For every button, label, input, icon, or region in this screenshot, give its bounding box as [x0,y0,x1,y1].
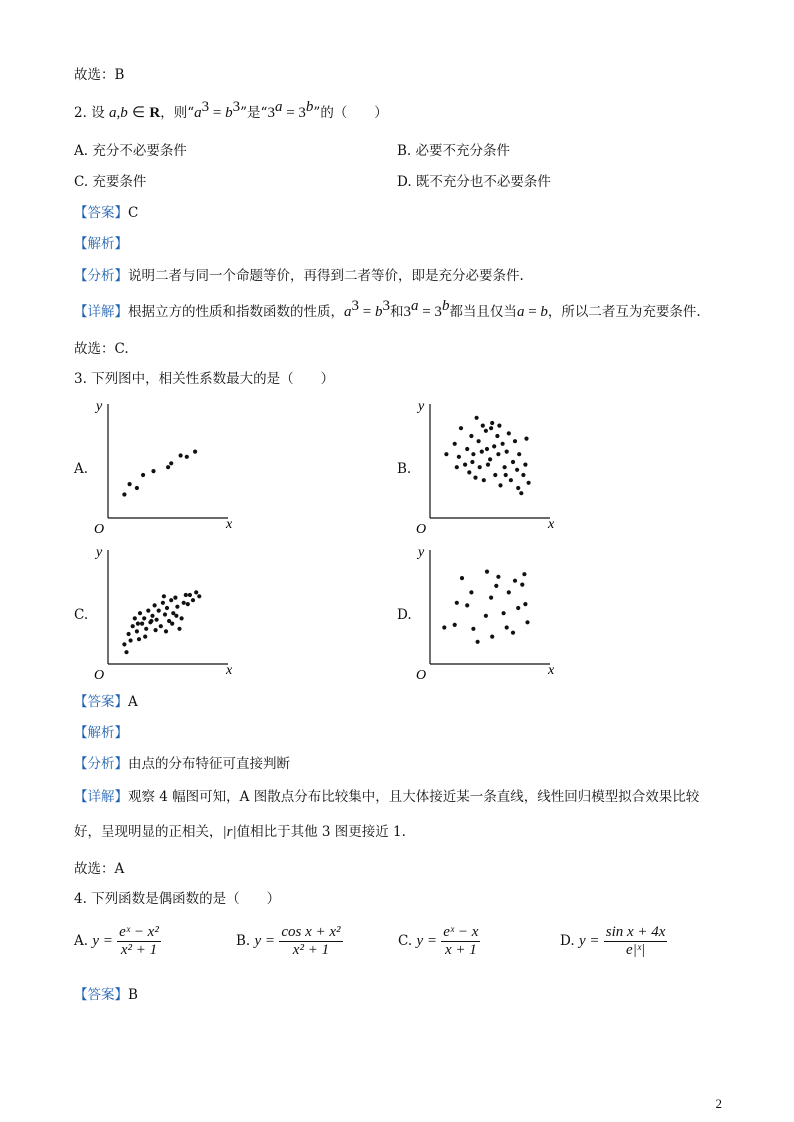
scatter-point [455,601,459,605]
scatter-point [513,439,517,443]
q2-is: 是 [247,105,261,121]
scatter-point [484,429,488,433]
scatter-point [197,594,201,598]
scatter-point [135,486,139,490]
q2-comma: ，则 [160,105,188,121]
q4-y-b: y = [254,933,276,949]
scatter-svg-b [412,398,555,537]
q3-fenxi [74,755,290,773]
q4-den-a: x² + 1 [120,942,158,958]
xiangjie-tag: 【详解】 [74,789,128,805]
scatter-point [469,590,473,594]
q4-label-d: D. [560,933,575,949]
scatter-point [465,447,469,451]
scatter-point [460,576,464,580]
scatter-point [471,452,475,456]
scatter-point [459,426,463,430]
scatter-point [143,635,147,639]
scatter-point [188,593,192,597]
q4-label-b: B. [236,933,251,949]
answer-tag: 【答案】 [74,205,128,221]
scatter-point [496,452,500,456]
scatter-point [490,421,494,425]
y-axis-label: y [418,399,425,414]
scatter-point [186,602,190,606]
origin-label: O [416,668,427,683]
q3-xiangjie-text-1: 观察 4 幅图可知，A 图散点分布比较集中，且大体接近某一条直线，线性回归模型拟合效果比较 [128,789,700,805]
q2-stem-a: 设 [91,105,105,121]
q4-option-a[interactable] [74,924,161,959]
q3-xiangjie-text-2a: 好，呈现明显的正相关， [74,824,223,840]
scatter-point [481,424,485,428]
scatter-point [470,460,474,464]
q2-xiangjie-d: ，所以二者互为充要条件. [547,304,701,320]
scatter-point [154,628,158,632]
scatter-point [504,473,508,477]
scatter-svg-c [90,544,233,683]
q2-fenxi-text: 说明二者与同一个命题等价，再得到二者等价，即是充分必要条件. [128,268,524,284]
q3-analysis [74,724,128,742]
scatter-point [162,594,166,598]
scatter-point [516,486,520,490]
scatter-point [137,637,141,641]
x-axis-label: x [548,517,555,532]
scatter-point [146,609,150,613]
scatter-point [122,642,126,646]
scatter-point [515,468,519,472]
q2-R: R [149,105,161,121]
scatter-point [505,625,509,629]
scatter-point [497,424,501,428]
q4-y-d: y = [578,933,600,949]
prev-choice: 故选：B [74,67,125,83]
q4-num-c: eˣ − x [443,924,479,940]
scatter-point [180,616,184,620]
scatter-point [191,598,195,602]
scatter-point [507,590,511,594]
scatter-point [521,473,525,477]
scatter-point [444,452,448,456]
scatter-point [492,444,496,448]
y-axis-label: y [96,545,103,560]
scatter-point [164,629,168,633]
q4-option-d[interactable] [560,924,667,959]
q2-eq2-ea: a [274,99,283,115]
q2-tail: 的（ ） [320,105,388,121]
q4-frac-d [604,924,668,959]
scatter-point [141,473,145,477]
q3-stem: 3. 下列图中，相关性系数最大的是（ ） [74,371,335,387]
q2-number: 2. [74,105,87,121]
q2-eq1-a: a [194,105,202,121]
scatter-point [494,584,498,588]
scatter-point [179,453,183,457]
q2-fenxi [74,267,524,285]
scatter-point [453,623,457,627]
scatter-point [185,455,189,459]
scatter-point [163,612,167,616]
scatter-point [488,457,492,461]
scatter-point [484,614,488,618]
q3-answer-value: A [128,694,138,710]
scatter-point [465,603,469,607]
analysis-tag: 【解析】 [74,236,128,252]
fenxi-tag: 【分析】 [74,756,128,772]
scatter-point [184,593,188,597]
scatter-point [161,601,165,605]
scatter-point [150,614,154,618]
q3-r-symbol: |r| [222,824,237,840]
q2-eq2-eb: b [305,99,314,115]
scatter-plot-d [412,544,555,684]
scatter-point [157,609,161,613]
q3-label-d[interactable]: D. [397,607,412,623]
scatter-point [193,450,197,454]
scatter-point [493,473,497,477]
xiangjie-tag: 【详解】 [74,304,128,320]
scatter-point [516,606,520,610]
scatter-svg-d [412,544,555,683]
scatter-point [136,622,140,626]
q2-eq2-base: 3 [267,105,275,121]
q4-label-a: A. [74,933,89,949]
q2-stem: 2. 设 a,b ∈ R，则“$a^3 = b^3$”是“$3^a = 3^b$”的（ ） [74,99,388,121]
q4-frac-c [441,924,480,959]
scatter-point [489,426,493,430]
scatter-point [170,622,174,626]
scatter-point [138,611,142,615]
q2-answer [74,204,138,222]
scatter-point [522,572,526,576]
scatter-point [182,601,186,605]
q2-exp-a: 3 [201,99,210,115]
scatter-point [498,483,502,487]
q3-xiangjie-2 [74,823,406,841]
q4-answer [74,986,138,1004]
q4-stem: 4. 下列函数是偶函数的是（ ） [74,891,281,907]
q4-num-a: eˣ − x² [119,924,159,940]
answer-tag: 【答案】 [74,987,128,1003]
q4-den-d: e|ˣ| [626,942,646,958]
scatter-point [144,627,148,631]
x-axis-label: x [548,663,555,678]
scatter-point [175,605,179,609]
x-axis-label: x [226,517,233,532]
scatter-point [477,439,481,443]
q2-lq1: “ [187,105,195,121]
q4-y-c: y = [416,933,437,949]
analysis-tag: 【解析】 [74,725,128,741]
scatter-point [527,481,531,485]
scatter-point [480,450,484,454]
scatter-point [194,590,198,594]
fenxi-tag: 【分析】 [74,268,128,284]
scatter-point [513,579,517,583]
scatter-plot-c [90,544,233,684]
scatter-point [486,463,490,467]
scatter-point [520,583,524,587]
scatter-point [124,650,128,654]
scatter-point [142,616,146,620]
origin-label: O [416,522,427,537]
scatter-point [149,619,153,623]
scatter-point [166,465,170,469]
scatter-point [457,455,461,459]
q4-y-a: y = [92,933,113,949]
q2-analysis [74,235,128,253]
q3-xiangjie-1 [74,788,699,806]
q2-rq1: ” [240,105,248,121]
q4-option-b[interactable] [236,924,343,959]
y-axis-label: y [96,399,103,414]
scatter-point [502,611,506,615]
scatter-point [127,632,131,636]
scatter-point [177,627,181,631]
q2-xiangjie-b: 和 [389,304,404,320]
scatter-point [485,570,489,574]
scatter-point [495,434,499,438]
scatter-point [473,476,477,480]
q2-choice: 故选：C. [74,341,129,357]
scatter-point [135,629,139,633]
scatter-point [169,461,173,465]
scatter-point [467,470,471,474]
scatter-point [503,465,507,469]
q2-option-b[interactable]: B. 必要不充分条件 [397,143,511,159]
q2-xiangjie: 【详解】根据立方的性质和指数函数的性质，$a^3 = b^3$和$3^a = 3^b$都当且仅当a = b，所以二者互为充要条件. [74,298,701,320]
q2-option-a[interactable]: A. 充分不必要条件 [74,143,187,159]
answer-tag: 【答案】 [74,694,128,710]
scatter-point [471,627,475,631]
q2-rq2: ” [313,105,321,121]
q4-den-c: x + 1 [444,942,477,958]
scatter-plot-b [412,398,555,538]
scatter-point [442,625,446,629]
scatter-point [482,478,486,482]
scatter-point [511,460,515,464]
origin-label: O [94,668,105,683]
scatter-point [511,631,515,635]
scatter-point [131,624,135,628]
scatter-point [169,598,173,602]
q3-label-a[interactable]: A. [74,461,89,477]
q3-answer [74,693,138,711]
q2-exp-b: 3 [232,99,241,115]
q4-num-d: sin x + 4x [605,924,666,940]
scatter-point [523,463,527,467]
q2-option-c[interactable]: C. 充要条件 [74,174,147,190]
q3-xiangjie-text-2b: 值相比于其他 3 图更接近 1. [236,824,406,840]
scatter-point [122,492,126,496]
scatter-point [128,482,132,486]
scatter-point [453,442,457,446]
scatter-point [496,575,500,579]
scatter-point [501,442,505,446]
scatter-point [485,447,489,451]
x-axis-label: x [226,663,233,678]
q4-frac-b [279,924,342,959]
scatter-point [133,616,137,620]
q2-in: ∈ [132,105,146,121]
q4-num-b: cos x + x² [281,924,341,940]
q2-eq1-b: b [225,105,233,121]
scatter-point [490,635,494,639]
scatter-point [165,606,169,610]
scatter-point [129,638,133,642]
scatter-point [174,614,178,618]
q2-lq2: “ [260,105,268,121]
scatter-point [524,437,528,441]
q4-option-c[interactable] [398,924,480,959]
q4-label-c: C. [398,933,413,949]
q2-answer-value: C [128,205,139,221]
q4-answer-value: B [128,987,138,1003]
q2-eq2-base2: 3 [298,105,306,121]
scatter-point [469,434,473,438]
scatter-point [153,603,157,607]
y-axis-label: y [418,545,425,560]
scatter-point [475,416,479,420]
scatter-point [507,431,511,435]
q3-fenxi-text: 由点的分布特征可直接判断 [128,756,290,772]
q2-vars: a,b [108,105,128,121]
q3-label-c[interactable]: C. [74,607,89,623]
scatter-point [478,465,482,469]
scatter-point [476,640,480,644]
scatter-point [509,478,513,482]
scatter-point [155,618,159,622]
q2-xiangjie-c: 都当且仅当 [449,304,517,320]
scatter-point [517,452,521,456]
scatter-svg-a [90,398,233,537]
scatter-point [505,450,509,454]
scatter-point [525,620,529,624]
q4-frac-a [117,924,161,959]
scatter-plot-a [90,398,233,538]
q3-label-b[interactable]: B. [397,461,412,477]
q2-xiangjie-a: 根据立方的性质和指数函数的性质， [128,304,344,320]
scatter-point [489,596,493,600]
q2-option-d[interactable]: D. 既不充分也不必要条件 [397,174,551,190]
scatter-point [519,491,523,495]
scatter-point [151,469,155,473]
scatter-point [455,465,459,469]
q4-den-b: x² + 1 [292,942,330,958]
scatter-point [159,624,163,628]
scatter-point [140,622,144,626]
scatter-point [173,596,177,600]
q3-choice: 故选：A [74,861,125,877]
page-number: 2 [715,1096,722,1111]
origin-label: O [94,522,105,537]
scatter-point [523,602,527,606]
scatter-point [463,463,467,467]
